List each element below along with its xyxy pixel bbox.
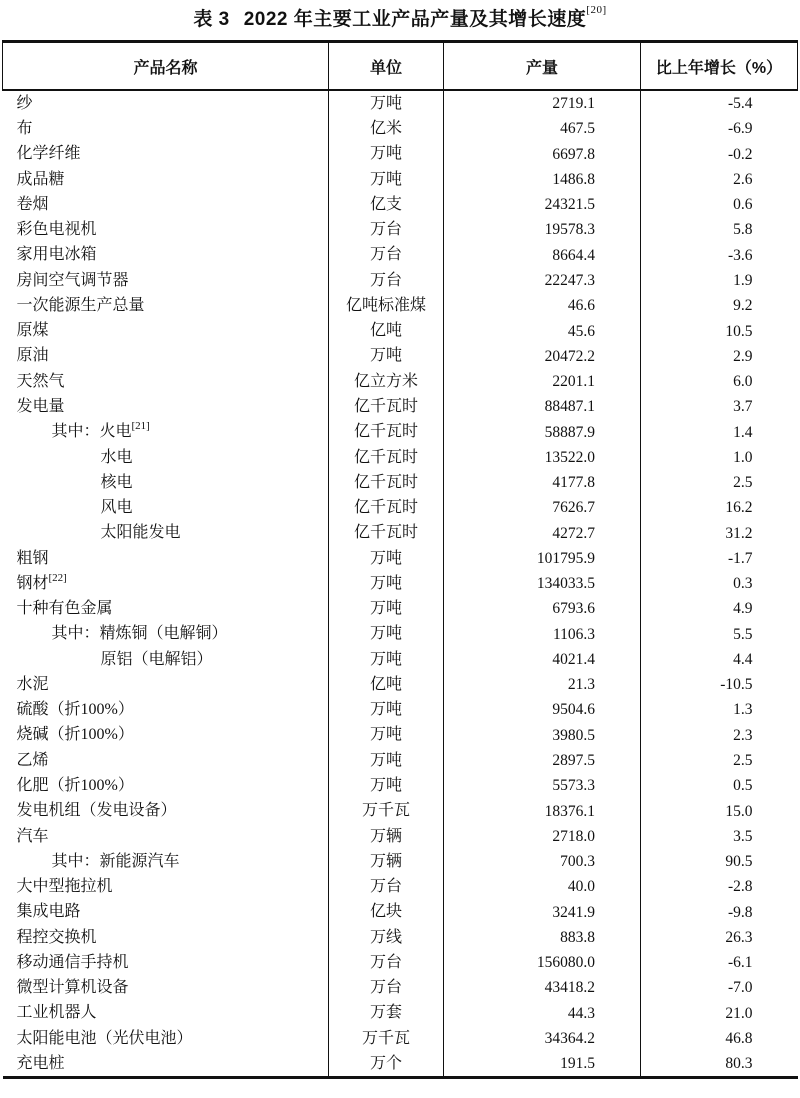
unit-cell: 万台 [329,874,444,899]
table-row [3,1051,798,1078]
growth-cell: 4.4 [733,650,753,668]
unit-cell: 万辆 [329,849,444,874]
growth-cell: 46.8 [725,1029,753,1047]
unit-cell: 万吨 [329,167,444,192]
table-row [3,571,798,596]
table-row [3,344,798,369]
growth-cell: 2.5 [733,752,753,770]
product-name-cell: 汽车 [16,827,49,845]
output-cell: 5573.3 [444,773,641,798]
output-cell: 6697.8 [444,142,641,167]
product-name-cell: 硫酸（折100%） [16,701,134,719]
product-name-cell: 成品糖 [16,170,65,188]
table-row [3,849,798,874]
output-cell: 156080.0 [444,950,641,975]
product-name-cell: 发电量 [16,398,65,416]
unit-cell: 万台 [329,243,444,268]
growth-cell: 1.9 [733,271,753,289]
product-name-cell: 核电 [100,473,133,491]
product-name-cell: 钢材[22] [16,571,67,592]
table-number: 表 3 [193,9,230,30]
unit-cell: 亿立方米 [329,369,444,394]
product-name-cell: 充电桩 [16,1054,65,1072]
growth-cell: 2.3 [733,726,753,744]
growth-cell: -10.5 [720,676,753,694]
output-cell: 883.8 [444,925,641,950]
output-cell: 4021.4 [444,647,641,672]
table-row [3,647,798,672]
unit-cell: 万吨 [329,571,444,596]
table-row [3,167,798,192]
unit-cell: 亿千瓦时 [329,445,444,470]
unit-cell: 万吨 [329,546,444,571]
unit-cell: 万台 [329,268,444,293]
table-row [3,697,798,722]
growth-cell: 3.7 [733,398,753,416]
column-header-unit: 单位 [329,42,444,91]
table-row [3,192,798,217]
output-cell: 13522.0 [444,445,641,470]
product-name-cell: 移动通信手持机 [16,953,129,971]
output-cell: 45.6 [444,318,641,343]
product-name-cell: 化肥（折100%） [16,777,134,794]
growth-cell: 1.3 [733,701,753,719]
product-name-cell: 粗钢 [16,549,49,567]
output-cell: 58887.9 [444,419,641,444]
growth-cell: 31.2 [725,524,753,542]
unit-cell: 万辆 [329,824,444,849]
product-name-cell: 布 [16,120,33,138]
table-title-text: 2022 年主要工业产品产量及其增长速度 [243,9,587,30]
growth-cell: 2.6 [733,170,753,188]
product-name-cell: 水电 [100,448,133,466]
output-cell: 19578.3 [444,217,641,242]
output-cell: 18376.1 [444,798,641,823]
column-header-product-name: 产品名称 [3,42,329,91]
table-row [3,874,798,899]
output-cell: 2897.5 [444,748,641,773]
table-body [3,90,798,1078]
unit-cell: 亿块 [329,900,444,925]
table-row [3,268,798,293]
unit-cell: 万台 [329,950,444,975]
output-cell: 2718.0 [444,824,641,849]
product-name-cell: 其中：新能源汽车 [51,852,180,870]
unit-cell: 万吨 [329,723,444,748]
unit-cell: 万吨 [329,697,444,722]
unit-cell: 万吨 [329,773,444,798]
growth-cell: -6.1 [727,954,753,972]
product-name-cell: 彩色电视机 [16,221,97,239]
output-cell: 40.0 [444,874,641,899]
product-name-cell: 风电 [100,499,133,517]
footnote-ref: [20] [586,4,607,16]
output-cell: 43418.2 [444,975,641,1000]
growth-cell: 90.5 [725,853,753,871]
product-name-cell: 工业机器人 [16,1004,97,1022]
table-row [3,1026,798,1051]
unit-cell: 万吨 [329,90,444,116]
growth-cell: -3.6 [727,246,753,264]
output-cell: 44.3 [444,1001,641,1026]
table-row [3,925,798,950]
table-row [3,900,798,925]
output-cell: 4177.8 [444,470,641,495]
column-header-growth: 比上年增长（%） [641,42,798,91]
growth-cell: 2.5 [733,474,753,492]
growth-cell: 16.2 [725,499,753,517]
output-cell: 20472.2 [444,344,641,369]
growth-cell: -1.7 [727,549,753,567]
table-row [3,116,798,141]
output-cell: 2201.1 [444,369,641,394]
product-name-cell: 其中：精炼铜（电解铜） [51,625,228,643]
unit-cell: 亿千瓦时 [329,394,444,419]
output-cell: 4272.7 [444,521,641,546]
product-name-cell: 其中：火电[21] [51,420,150,441]
unit-cell: 亿吨标准煤 [329,293,444,318]
table-row [3,470,798,495]
output-cell: 6793.6 [444,596,641,621]
table-row [3,243,798,268]
output-cell: 7626.7 [444,495,641,520]
output-cell: 8664.4 [444,243,641,268]
output-cell: 3241.9 [444,900,641,925]
table-row [3,950,798,975]
product-name-cell: 天然气 [16,372,65,390]
table-row [3,217,798,242]
unit-cell: 万个 [329,1051,444,1078]
table-row [3,773,798,798]
growth-cell: 2.9 [733,347,753,365]
unit-cell: 亿千瓦时 [329,419,444,444]
growth-cell: 9.2 [733,297,753,315]
growth-cell: 0.5 [733,777,753,795]
unit-cell: 亿支 [329,192,444,217]
table-row [3,1001,798,1026]
product-name-cell: 纱 [16,94,33,112]
table-row [3,521,798,546]
growth-cell: 5.8 [733,221,753,239]
unit-cell: 万吨 [329,142,444,167]
product-name-cell: 水泥 [16,675,49,693]
table-row [3,672,798,697]
product-name-cell: 原油 [16,347,49,365]
unit-cell: 亿吨 [329,672,444,697]
table-row [3,824,798,849]
product-name-cell: 程控交换机 [16,928,97,946]
table-row [3,90,798,116]
table-row [3,394,798,419]
unit-cell: 万套 [329,1001,444,1026]
table-row [3,369,798,394]
product-name-cell: 原铝（电解铝） [100,650,213,668]
unit-cell: 万台 [329,217,444,242]
table-row [3,546,798,571]
output-cell: 1106.3 [444,622,641,647]
unit-cell: 万吨 [329,647,444,672]
table-row [3,495,798,520]
unit-cell: 万吨 [329,596,444,621]
growth-cell: 0.6 [733,196,753,214]
output-cell: 21.3 [444,672,641,697]
unit-cell: 万台 [329,975,444,1000]
table-row [3,142,798,167]
growth-cell: -0.2 [727,145,753,163]
product-name-cell: 一次能源生产总量 [16,296,145,314]
product-name-cell: 烧碱（折100%） [16,726,134,744]
unit-cell: 亿吨 [329,318,444,343]
unit-cell: 亿米 [329,116,444,141]
growth-cell: -6.9 [727,120,753,138]
unit-cell: 万千瓦 [329,798,444,823]
output-cell: 191.5 [444,1051,641,1078]
output-cell: 88487.1 [444,394,641,419]
growth-cell: -2.8 [727,878,753,896]
table-row [3,748,798,773]
product-name-cell: 大中型拖拉机 [16,878,113,896]
table-row [3,798,798,823]
growth-cell: -5.4 [727,95,753,113]
product-name-cell: 家用电冰箱 [16,246,97,264]
unit-cell: 亿千瓦时 [329,521,444,546]
product-name-cell: 微型计算机设备 [16,979,129,997]
output-cell: 1486.8 [444,167,641,192]
footnote-ref: [21] [131,420,150,433]
output-cell: 700.3 [444,849,641,874]
product-name-cell: 太阳能发电 [100,524,181,542]
table-row [3,318,798,343]
growth-cell: 15.0 [725,802,753,820]
output-cell: 24321.5 [444,192,641,217]
table-row [3,419,798,444]
growth-cell: -9.8 [727,903,753,921]
table-title [0,4,800,33]
growth-cell: 6.0 [733,373,753,391]
table-header-row [3,42,798,91]
output-cell: 2719.1 [444,90,641,116]
growth-cell: 0.3 [733,575,753,593]
unit-cell: 万线 [329,925,444,950]
output-cell: 101795.9 [444,546,641,571]
output-cell: 22247.3 [444,268,641,293]
growth-cell: 1.4 [733,423,753,441]
growth-cell: 5.5 [733,625,753,643]
table-row [3,975,798,1000]
growth-cell: 21.0 [725,1004,753,1022]
output-cell: 9504.6 [444,697,641,722]
industrial-products-table [2,40,798,1079]
growth-cell: 4.9 [733,600,753,618]
growth-cell: -7.0 [727,979,753,997]
table-row [3,293,798,318]
growth-cell: 26.3 [725,928,753,946]
product-name-cell: 十种有色金属 [16,600,113,618]
product-name-cell: 发电机组（发电设备） [16,802,177,820]
growth-cell: 80.3 [725,1055,753,1073]
product-name-cell: 卷烟 [16,195,49,213]
footnote-ref: [22] [48,571,67,584]
unit-cell: 亿千瓦时 [329,495,444,520]
table-row [3,445,798,470]
product-name-cell: 房间空气调节器 [16,271,129,289]
growth-cell: 10.5 [725,322,753,340]
unit-cell: 亿千瓦时 [329,470,444,495]
output-cell: 34364.2 [444,1026,641,1051]
table-row [3,622,798,647]
unit-cell: 万吨 [329,622,444,647]
output-cell: 3980.5 [444,723,641,748]
unit-cell: 万吨 [329,344,444,369]
product-name-cell: 原煤 [16,322,49,340]
growth-cell: 1.0 [733,448,753,466]
table-row [3,723,798,748]
unit-cell: 万吨 [329,748,444,773]
column-header-output: 产量 [444,42,641,91]
product-name-cell: 集成电路 [16,903,81,921]
output-cell: 46.6 [444,293,641,318]
product-name-cell: 太阳能电池（光伏电池） [16,1029,193,1047]
output-cell: 134033.5 [444,571,641,596]
table-header [3,42,798,91]
product-name-cell: 乙烯 [16,751,49,769]
output-cell: 467.5 [444,116,641,141]
unit-cell: 万千瓦 [329,1026,444,1051]
table-row [3,596,798,621]
growth-cell: 3.5 [733,827,753,845]
product-name-cell: 化学纤维 [16,145,81,163]
